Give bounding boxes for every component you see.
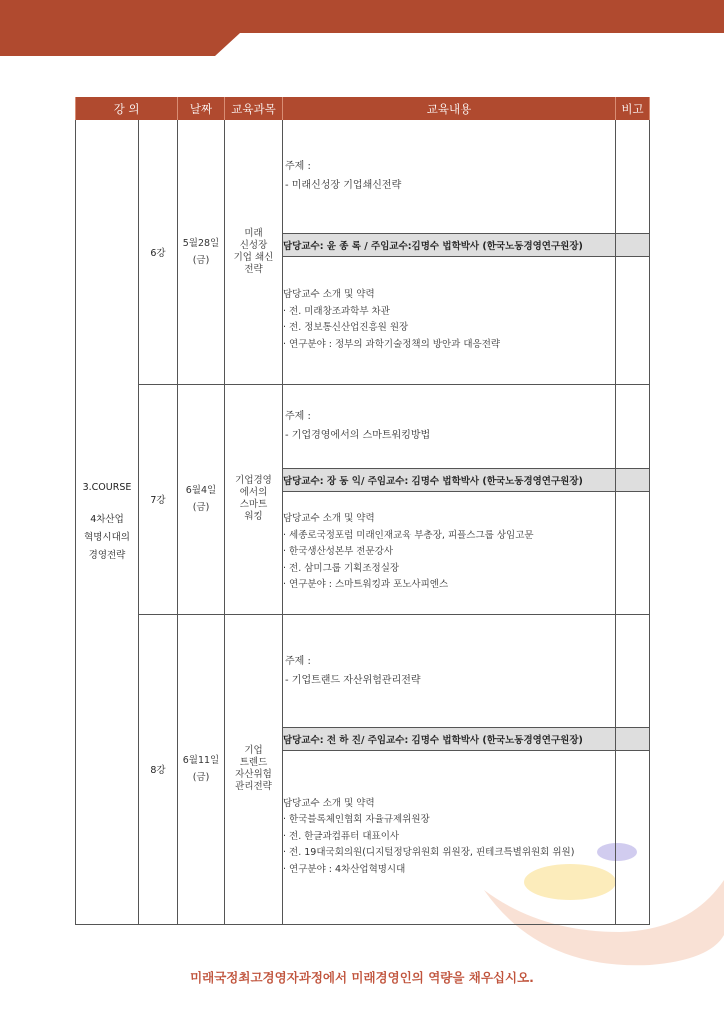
session-8-subject-line: 기업 <box>244 745 263 756</box>
session-6-note <box>616 120 650 233</box>
session-6-professors: 담당교수: 윤 종 록 / 주임교수:김명수 법학박사 (한국노동경영연구원장) <box>283 233 616 256</box>
session-8-note <box>616 614 650 727</box>
session-8-topic-text: - 기업트랜드 자산위험관리전략 <box>285 674 421 686</box>
session-8-topic <box>283 614 616 727</box>
session-7-topic-row <box>76 384 650 468</box>
session-8-professors: 담당교수: 전 하 진/ 주임교수: 김명수 법학박사 (한국노동경영연구원장) <box>283 727 616 750</box>
session-6-subject-line: 전략 <box>244 263 263 275</box>
header-subject: 교육과목 <box>225 97 283 120</box>
list-item: · 한국생산성본부 전문강사 <box>283 546 394 558</box>
header-lecture: 강 의 <box>76 97 178 120</box>
session-7-number: 7강 <box>139 384 178 614</box>
header-row <box>76 97 650 120</box>
session-7-subject-line: 스마트 <box>239 499 268 510</box>
list-item: · 전. 19대국회의원(디지털정당위원회 위원장, 핀테크특별위원회 위원) <box>283 847 575 859</box>
list-item: · 연구분야 : 4차산업혁명시대 <box>283 863 406 875</box>
session-8-subject-line: 트렌드 <box>239 757 268 768</box>
session-7-intro-title: 담당교수 소개 및 약력 <box>283 513 375 525</box>
session-6-subject-line: 신성장 <box>239 239 268 251</box>
session-7-date <box>178 384 225 614</box>
session-7-professors: 담당교수: 장 동 익/ 주임교수: 김명수 법학박사 (한국노동경영연구원장) <box>283 468 616 491</box>
course-name: 3.COURSE <box>82 481 132 493</box>
session-7-subject-line: 에서의 <box>239 487 268 498</box>
session-6-topic <box>283 120 616 233</box>
session-6-topic-label: 주제 : <box>285 161 311 173</box>
course-cell <box>76 120 139 924</box>
session-7-date-day: 6월4일 <box>185 485 217 496</box>
course-line-2: 혁명시대의 <box>84 531 130 543</box>
list-item: · 연구분야 : 정부의 과학기술정책의 방안과 대응전략 <box>283 338 501 350</box>
session-8-intro-title: 담당교수 소개 및 약력 <box>283 797 375 809</box>
list-item: · 전. 한글과컴퓨터 대표이사 <box>283 830 400 842</box>
session-6-topic-text: - 미래신성장 기업쇄신전략 <box>285 180 402 192</box>
session-6-subject <box>225 120 283 384</box>
session-6-note-prof <box>616 233 650 256</box>
course-line-1: 4차산업 <box>90 513 124 525</box>
session-8-date-weekday: (금) <box>192 772 210 783</box>
session-7-subject-line: 워킹 <box>244 511 263 522</box>
session-8-intro <box>283 750 616 924</box>
session-8-note-intro <box>616 750 650 924</box>
list-item: · 전. 미래창조과학부 차관 <box>283 305 390 317</box>
session-6-intro-title: 담당교수 소개 및 약력 <box>283 289 375 300</box>
session-7-topic <box>283 384 616 468</box>
list-item: · 전. 삼미그룹 기획조정실장 <box>283 562 400 574</box>
session-7-note-intro <box>616 491 650 614</box>
session-6-subject-line: 미래 <box>244 227 263 239</box>
list-item: · 세종로국정포럼 미래인재교육 부총장, 피플스그룹 상임고문 <box>283 529 534 541</box>
session-7-date-weekday: (금) <box>192 502 210 513</box>
session-6-subject-line: 기업 쇄신 <box>233 251 274 263</box>
list-item: · 한국블록체인협회 자율규제위원장 <box>283 814 430 826</box>
session-7-note-prof <box>616 468 650 491</box>
session-8-topic-label: 주제 : <box>285 655 311 667</box>
session-8-subject <box>225 614 283 924</box>
session-7-subject-line: 기업경영 <box>235 475 272 486</box>
session-6-number: 6강 <box>139 120 178 384</box>
list-item: · 연구분야 : 스마트워킹과 포노사피엔스 <box>283 579 449 591</box>
session-6-date <box>178 120 225 384</box>
session-8-topic-row <box>76 614 650 727</box>
session-8-date-day: 6월11일 <box>182 755 220 766</box>
session-7-note <box>616 384 650 468</box>
schedule-table <box>75 97 650 925</box>
session-8-subject-line: 관리전략 <box>235 781 272 792</box>
session-8-number: 8강 <box>139 614 178 924</box>
session-8-date <box>178 614 225 924</box>
session-6-intro <box>283 256 616 384</box>
header-content: 교육내용 <box>283 97 616 120</box>
session-6-topic-row <box>76 120 650 233</box>
session-7-topic-text: - 기업경영에서의 스마트워킹방법 <box>285 430 431 441</box>
session-6-note-intro <box>616 256 650 384</box>
session-7-subject <box>225 384 283 614</box>
session-6-date-day: 5월28일 <box>182 237 220 249</box>
header-date: 날짜 <box>178 97 225 120</box>
header-note: 비고 <box>616 97 650 120</box>
list-item: · 전. 정보통신산업진흥원 원장 <box>283 322 409 333</box>
session-7-topic-label: 주제 : <box>285 411 311 422</box>
session-7-intro <box>283 491 616 614</box>
course-line-3: 경영전략 <box>88 549 126 561</box>
session-8-note-prof <box>616 727 650 750</box>
footer-slogan: 미래국정최고경영자과정에서 미래경영인의 역량을 채우십시오. <box>190 970 534 985</box>
session-6-date-weekday: (금) <box>192 254 210 266</box>
session-8-subject-line: 자산위험 <box>235 769 272 780</box>
top-banner <box>0 0 724 56</box>
